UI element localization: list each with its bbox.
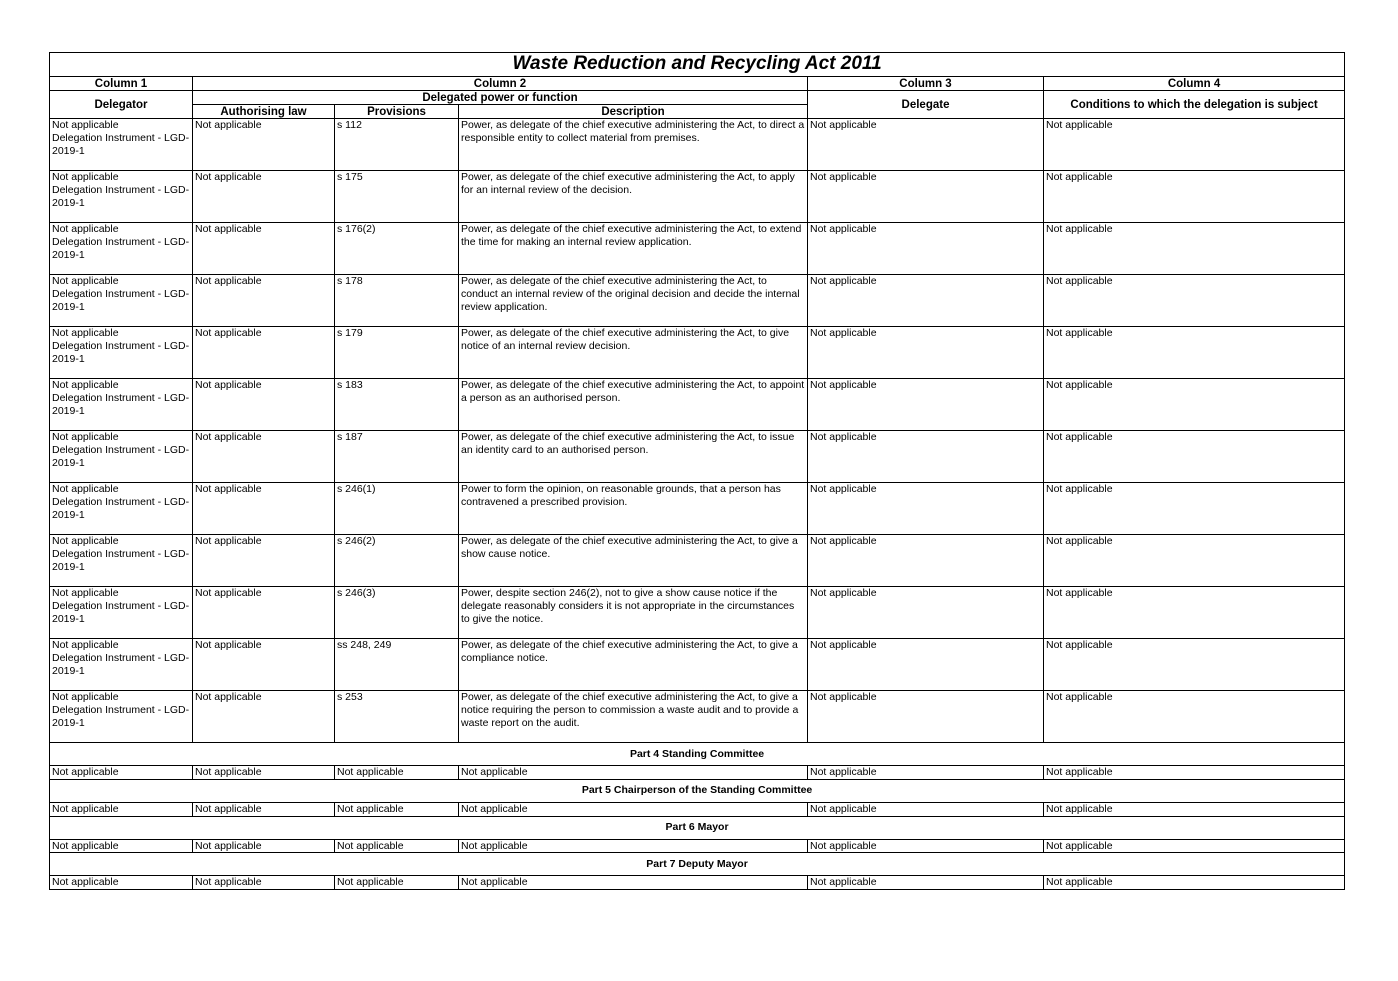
description-header: Description: [459, 105, 808, 119]
provision-cell: ss 248, 249: [335, 639, 459, 691]
part-heading: Part 5 Chairperson of the Standing Committee: [50, 779, 1345, 802]
provision-cell: s 253: [335, 691, 459, 743]
delegate-cell: Not applicable: [808, 839, 1044, 853]
description-cell: Not applicable: [459, 839, 808, 853]
conditions-cell: Not applicable: [1044, 587, 1345, 639]
authorising-law-cell: Not applicable: [193, 639, 335, 691]
description-cell: Power, as delegate of the chief executive administering the Act, to apply for an internal review of the decision.: [459, 171, 808, 223]
authorising-law-header: Authorising law: [193, 105, 335, 119]
table-row: [50, 802, 1345, 816]
delegator-cell: Not applicable Delegation Instrument - LGD- 2019-1: [50, 327, 193, 379]
column-2-header: Column 2: [193, 77, 808, 91]
delegate-cell: Not applicable: [808, 802, 1044, 816]
conditions-cell: Not applicable: [1044, 119, 1345, 171]
authorising-law-cell: Not applicable: [193, 119, 335, 171]
description-cell: Power, as delegate of the chief executive administering the Act, to give a notice requiring the person to commission a waste audit and to provide a waste report on the audit.: [459, 691, 808, 743]
provisions-header: Provisions: [335, 105, 459, 119]
delegate-cell: Not applicable: [808, 587, 1044, 639]
delegate-cell: Not applicable: [808, 223, 1044, 275]
delegate-cell: Not applicable: [808, 766, 1044, 780]
authorising-law-cell: Not applicable: [193, 587, 335, 639]
provision-cell: Not applicable: [335, 839, 459, 853]
delegator-cell: Not applicable Delegation Instrument - LGD- 2019-1: [50, 223, 193, 275]
table-row: [50, 431, 1345, 483]
table-row: [50, 535, 1345, 587]
conditions-cell: Not applicable: [1044, 876, 1345, 890]
provision-cell: s 176(2): [335, 223, 459, 275]
provision-cell: s 246(2): [335, 535, 459, 587]
conditions-cell: Not applicable: [1044, 802, 1345, 816]
authorising-law-cell: Not applicable: [193, 802, 335, 816]
provision-cell: s 112: [335, 119, 459, 171]
authorising-law-cell: Not applicable: [193, 327, 335, 379]
table-row: [50, 839, 1345, 853]
description-cell: Not applicable: [459, 876, 808, 890]
authorising-law-cell: Not applicable: [193, 171, 335, 223]
part-heading: Part 6 Mayor: [50, 816, 1345, 839]
description-cell: Not applicable: [459, 802, 808, 816]
conditions-cell: Not applicable: [1044, 839, 1345, 853]
provision-cell: Not applicable: [335, 766, 459, 780]
provision-cell: s 175: [335, 171, 459, 223]
conditions-cell: Not applicable: [1044, 171, 1345, 223]
table-title: Waste Reduction and Recycling Act 2011: [50, 53, 1345, 77]
provision-cell: Not applicable: [335, 876, 459, 890]
conditions-cell: Not applicable: [1044, 223, 1345, 275]
table-row: [50, 876, 1345, 890]
delegator-header: Delegator: [50, 91, 193, 119]
description-cell: Power to form the opinion, on reasonable grounds, that a person has contravened a prescribed provision.: [459, 483, 808, 535]
delegator-cell: Not applicable Delegation Instrument - LGD- 2019-1: [50, 171, 193, 223]
provision-cell: s 187: [335, 431, 459, 483]
provision-cell: s 246(1): [335, 483, 459, 535]
delegator-cell: Not applicable Delegation Instrument - LGD- 2019-1: [50, 119, 193, 171]
delegation-table: [49, 52, 1345, 890]
table-row: [50, 171, 1345, 223]
authorising-law-cell: Not applicable: [193, 431, 335, 483]
conditions-cell: Not applicable: [1044, 535, 1345, 587]
delegate-header: Delegate: [808, 91, 1044, 119]
description-cell: Power, as delegate of the chief executive administering the Act, to extend the time for making an internal review application.: [459, 223, 808, 275]
table-row: [50, 639, 1345, 691]
delegate-cell: Not applicable: [808, 691, 1044, 743]
delegate-cell: Not applicable: [808, 119, 1044, 171]
conditions-cell: Not applicable: [1044, 431, 1345, 483]
delegator-cell: Not applicable Delegation Instrument - LGD- 2019-1: [50, 639, 193, 691]
table-row: [50, 691, 1345, 743]
authorising-law-cell: Not applicable: [193, 379, 335, 431]
conditions-cell: Not applicable: [1044, 483, 1345, 535]
delegator-cell: Not applicable Delegation Instrument - LGD- 2019-1: [50, 535, 193, 587]
part-heading: Part 7 Deputy Mayor: [50, 853, 1345, 876]
provision-cell: s 246(3): [335, 587, 459, 639]
column-1-header: Column 1: [50, 77, 193, 91]
description-cell: Power, as delegate of the chief executive administering the Act, to issue an identity card to an authorised person.: [459, 431, 808, 483]
table-row: [50, 223, 1345, 275]
delegate-cell: Not applicable: [808, 535, 1044, 587]
conditions-cell: Not applicable: [1044, 639, 1345, 691]
description-cell: Power, as delegate of the chief executive administering the Act, to give notice of an internal review decision.: [459, 327, 808, 379]
delegator-cell: Not applicable: [50, 766, 193, 780]
authorising-law-cell: Not applicable: [193, 839, 335, 853]
authorising-law-cell: Not applicable: [193, 483, 335, 535]
table-row: [50, 379, 1345, 431]
delegate-cell: Not applicable: [808, 327, 1044, 379]
delegate-cell: Not applicable: [808, 483, 1044, 535]
delegate-cell: Not applicable: [808, 171, 1044, 223]
part-heading: Part 4 Standing Committee: [50, 743, 1345, 766]
delegate-cell: Not applicable: [808, 275, 1044, 327]
table-row: [50, 766, 1345, 780]
authorising-law-cell: Not applicable: [193, 766, 335, 780]
table-row: [50, 483, 1345, 535]
description-cell: Power, as delegate of the chief executive administering the Act, to conduct an internal review of the original decision and decide the internal review application.: [459, 275, 808, 327]
delegator-cell: Not applicable Delegation Instrument - LGD- 2019-1: [50, 691, 193, 743]
authorising-law-cell: Not applicable: [193, 535, 335, 587]
description-cell: Power, despite section 246(2), not to give a show cause notice if the delegate reasonably considers it is not appropriate in the circumstances to give the notice.: [459, 587, 808, 639]
column-3-header: Column 3: [808, 77, 1044, 91]
authorising-law-cell: Not applicable: [193, 876, 335, 890]
conditions-cell: Not applicable: [1044, 327, 1345, 379]
delegator-cell: Not applicable: [50, 876, 193, 890]
delegate-cell: Not applicable: [808, 379, 1044, 431]
table-row: [50, 327, 1345, 379]
conditions-cell: Not applicable: [1044, 275, 1345, 327]
description-cell: Power, as delegate of the chief executive administering the Act, to appoint a person as an authorised person.: [459, 379, 808, 431]
table-row: [50, 119, 1345, 171]
authorising-law-cell: Not applicable: [193, 275, 335, 327]
conditions-header: Conditions to which the delegation is subject: [1044, 91, 1345, 119]
provision-cell: s 179: [335, 327, 459, 379]
column-4-header: Column 4: [1044, 77, 1345, 91]
conditions-cell: Not applicable: [1044, 766, 1345, 780]
provision-cell: s 178: [335, 275, 459, 327]
authorising-law-cell: Not applicable: [193, 223, 335, 275]
delegator-cell: Not applicable Delegation Instrument - LGD- 2019-1: [50, 379, 193, 431]
table-row: [50, 587, 1345, 639]
conditions-cell: Not applicable: [1044, 691, 1345, 743]
authorising-law-cell: Not applicable: [193, 691, 335, 743]
delegator-cell: Not applicable Delegation Instrument - LGD- 2019-1: [50, 431, 193, 483]
conditions-cell: Not applicable: [1044, 379, 1345, 431]
description-cell: Power, as delegate of the chief executive administering the Act, to give a show cause notice.: [459, 535, 808, 587]
description-cell: Not applicable: [459, 766, 808, 780]
delegator-cell: Not applicable: [50, 802, 193, 816]
delegate-cell: Not applicable: [808, 431, 1044, 483]
delegator-cell: Not applicable: [50, 839, 193, 853]
delegated-power-header: Delegated power or function: [193, 91, 808, 105]
delegate-cell: Not applicable: [808, 876, 1044, 890]
delegator-cell: Not applicable Delegation Instrument - LGD- 2019-1: [50, 275, 193, 327]
table-row: [50, 275, 1345, 327]
provision-cell: Not applicable: [335, 802, 459, 816]
delegate-cell: Not applicable: [808, 639, 1044, 691]
delegator-cell: Not applicable Delegation Instrument - LGD- 2019-1: [50, 587, 193, 639]
provision-cell: s 183: [335, 379, 459, 431]
description-cell: Power, as delegate of the chief executive administering the Act, to give a compliance notice.: [459, 639, 808, 691]
description-cell: Power, as delegate of the chief executive administering the Act, to direct a responsible entity to collect material from premises.: [459, 119, 808, 171]
delegator-cell: Not applicable Delegation Instrument - LGD- 2019-1: [50, 483, 193, 535]
